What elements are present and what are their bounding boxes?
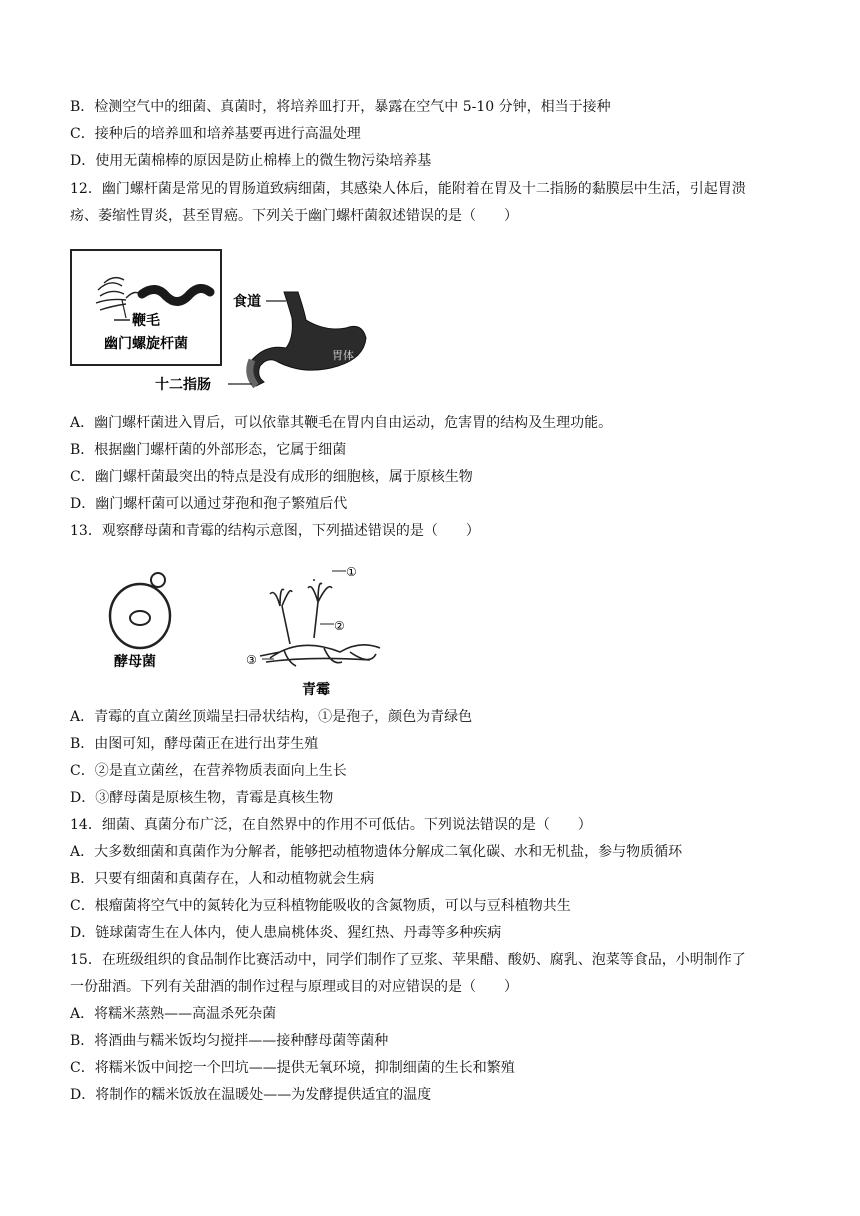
esophagus-label: 食道 <box>233 294 261 310</box>
q12-stem-line1: 12．幽门螺杆菌是常见的胃肠道致病细菌，其感染人体后，能附着在胃及十二指肠的黏膜层中生活，引起胃溃 <box>70 181 746 197</box>
penicillium-icon <box>260 583 380 666</box>
q11-option-c: C．接种后的培养皿和培养基要再进行高温处理 <box>70 126 361 142</box>
yeast-penicillium-figure <box>70 566 400 696</box>
q15-option-c: C．将糯米饭中间挖一个凹坑——提供无氧环境，抑制细菌的生长和繁殖 <box>70 1060 515 1076</box>
stomach-shape <box>250 292 366 386</box>
q12-option-a: A．幽门螺杆菌进入胃后，可以依靠其鞭毛在胃内自由运动，危害胃的结构及生理功能。 <box>70 415 613 431</box>
q13-option-d: D．③酵母菌是原核生物，青霉是真核生物 <box>70 790 334 806</box>
q13-option-c: C．②是直立菌丝，在营养物质表面向上生长 <box>70 763 347 779</box>
flagella-label: 鞭毛 <box>132 313 160 329</box>
marker-3: ③ <box>246 653 257 667</box>
q12-option-b: B．根据幽门螺杆菌的外部形态，它属于细菌 <box>70 442 347 458</box>
q12-option-d: D．幽门螺杆菌可以通过芽孢和孢子繁殖后代 <box>70 496 348 512</box>
q11-option-b: B．检测空气中的细菌、真菌时，将培养皿打开，暴露在空气中 5-10 分钟，相当于接种 <box>70 99 611 115</box>
q14-option-d: D．链球菌寄生在人体内，使人患扁桃体炎、猩红热、丹毒等多种疾病 <box>70 925 502 941</box>
q11-option-d: D．使用无菌棉棒的原因是防止棉棒上的微生物污染培养基 <box>70 153 432 169</box>
q14-option-a: A．大多数细菌和真菌作为分解者，能够把动植物遗体分解成二氧化碳、水和无机盐，参与物质循环 <box>70 844 683 860</box>
q14-option-c: C．根瘤菌将空气中的氮转化为豆科植物能吸收的含氮物质，可以与豆科植物共生 <box>70 898 571 914</box>
q13-option-b: B．由图可知，酵母菌正在进行出芽生殖 <box>70 736 319 752</box>
q15-option-b: B．将酒曲与糯米饭均匀搅拌——接种酵母菌等菌种 <box>70 1033 389 1049</box>
q13-option-a: A．青霉的直立菌丝顶端呈扫帚状结构，①是孢子，颜色为青绿色 <box>70 709 473 725</box>
duodenum-label: 十二指肠 <box>155 377 211 393</box>
q13-stem: 13．观察酵母菌和青霉的结构示意图，下列描述错误的是（ ） <box>70 523 480 539</box>
penicillium-label: 青霉 <box>302 682 330 696</box>
q15-option-d: D．将制作的糯米饭放在温暖处——为发酵提供适宜的温度 <box>70 1087 432 1103</box>
bacterium-icon <box>96 278 142 310</box>
q12-option-c: C．幽门螺杆菌最突出的特点是没有成形的细胞核，属于原核生物 <box>70 469 473 485</box>
q12-stem-line2: 疡、萎缩性胃炎，甚至胃癌。下列关于幽门螺杆菌叙述错误的是（ ） <box>70 208 518 224</box>
bacterium-body <box>142 288 210 301</box>
q15-stem-line2: 一份甜酒。下列有关甜酒的制作过程与原理或目的对应错误的是（ ） <box>70 979 518 995</box>
marker-2: ② <box>334 619 345 633</box>
helicobacter-figure <box>70 248 370 396</box>
yeast-label: 酵母菌 <box>114 654 156 670</box>
bacterium-name-label: 幽门螺旋杆菌 <box>104 336 188 352</box>
yeast-icon <box>110 573 170 648</box>
q14-stem: 14．细菌、真菌分布广泛，在自然界中的作用不可低估。下列说法错误的是（ ） <box>70 817 592 833</box>
marker-1: ① <box>346 566 357 579</box>
q15-option-a: A．将糯米蒸熟——高温杀死杂菌 <box>70 1006 277 1022</box>
stomach-label: 胃体 <box>332 349 354 362</box>
q15-stem-line1: 15．在班级组织的食品制作比赛活动中，同学们制作了豆浆、苹果醋、酸奶、腐乳、泡菜等食品，小明制作了 <box>70 952 746 968</box>
q14-option-b: B．只要有细菌和真菌存在，人和动植物就会生病 <box>70 871 375 887</box>
